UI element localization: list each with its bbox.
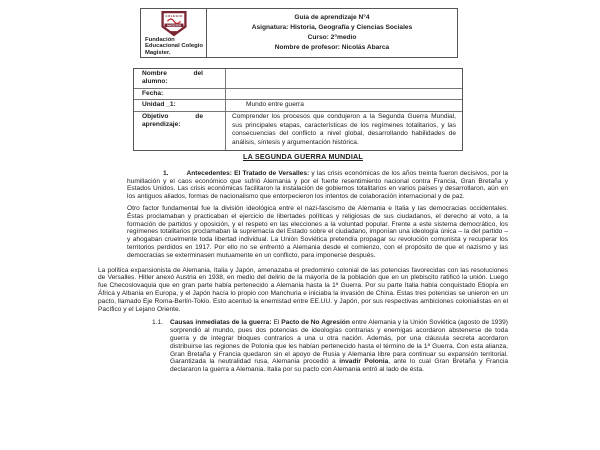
paragraph-antecedentes xyxy=(127,170,508,201)
date-label: Fecha: xyxy=(134,89,226,99)
course-line: Curso: 2°medio xyxy=(307,34,357,41)
student-name-label: Nombre del alumno: xyxy=(134,69,226,88)
list-number-1-1: 1.1. xyxy=(152,319,163,327)
objective-value: Comprender los procesos que condujeron a la Segunda Guerra Mundial, sus principales etapas, características de los regímenes totalitarios, y las consecuencias del conflicto a nivel global, desarrollando habilidades de análisis, síntesis y argumentación histórica. xyxy=(232,113,456,147)
logo-cell xyxy=(141,9,207,57)
document-title: LA SEGUNDA GUERRA MUNDIAL xyxy=(243,152,363,161)
table-row-objective xyxy=(134,111,462,150)
guide-title: Guía de aprendizaje N°4 xyxy=(294,14,370,21)
unit-value: Mundo entre guerra xyxy=(246,101,304,109)
table-row-student-name xyxy=(134,69,462,88)
table-row-date xyxy=(134,88,462,99)
student-info-table xyxy=(133,68,463,151)
svg-text:COLEGIO: COLEGIO xyxy=(165,14,183,19)
section-causas-inmediatas xyxy=(152,319,508,374)
student-name-field[interactable] xyxy=(226,69,462,88)
organization-name: Fundación Educacional Colegio Magister. xyxy=(145,37,203,56)
svg-text:MAGISTER: MAGISTER xyxy=(167,24,181,28)
objective-label: Objetivo de aprendizaje: xyxy=(134,112,226,150)
paragraph-politica-expansionista: La política expansionista de Alemania, Italia y Japón, amenazaba el predominio colonial de las potencias favorecidas con las resoluciones de Versalles. Hitler anexó Austria en 1938, en medio del delirio de la mayoría de la población que en un plebiscito ratificó la unión. Luego fue Checoslovaquia que en gran parte había pertenecido a Alemania hasta la 1ª Guerra. Por su parte Italia había conquistado Etiopía en África y Albania en Europa, y el Japón hacía lo propio con Manchuria e iniciaba la invasión de China. Estas tres potencias se unieron en un pacto, llamado Eje Roma-Berlín-Tokio. Esto acentuó la enemistad entre EE.UU. y Japón, por sus respectivas ambiciones colonialistas en el Pacífico y el Lejano Oriente. xyxy=(98,266,508,313)
unit-label: Unidad _1: xyxy=(134,100,226,111)
header-info-cell xyxy=(207,9,457,57)
paragraph-antecedentes-text: Antecedentes: El Tratado de Versalles: y las crisis económicas de los años treinta fueron decisivos, por la humillación y el caos económico que sufrió Alemania y por el fuerte resentimiento nacional contra Francia, Gran Bretaña y Estados Unidos. Las crisis económicas facilitaron la instalación de gobiernos totalitarios en varios países y desarrollaron, aún en los antiguos aliados, formas de nacionalismo que entorpecieron los intentos de colaboración internacional y de paz. xyxy=(127,169,508,201)
paragraph-division-ideologica: Otro factor fundamental fue la división ideológica entre el nazi-fascismo de Alemania e Italia y las democracias occidentales. Éstas proclamaban y practicaban el ejercicio de libertades políticas y religiosas de sus ciudadanos, el derecho al voto, a la formación de partidos y oposición, y el respeto en las elecciones a la voluntad popular. Frente a este sistema democrático, los regímenes totalitarios proclamaban la supremacía del Estado sobre el ciudadano, imponían una ideología única – la del partido – y ahogaban cruelmente toda libertad individual. La Unión Soviética pretendía propagar su revolución comunista y recuperar los territorios perdidos en 1917. Por ello no se enfrentó a Alemania desde el comienzo, con el propósito de que el nazismo y las democracias se exterminasen mutuamente en un conflicto, para imponerse después. xyxy=(127,204,508,259)
list-number-1: 1. xyxy=(163,169,169,177)
date-field[interactable] xyxy=(226,89,462,99)
teacher-line: Nombre de profesor: Nicolás Abarca xyxy=(274,44,390,51)
document-body xyxy=(98,153,508,374)
subject-line: Asignatura: Historia, Geografía y Ciencias Sociales xyxy=(251,24,413,31)
header-table xyxy=(140,8,458,58)
school-crest-icon xyxy=(157,11,191,36)
table-row-unit xyxy=(134,99,462,111)
section-causas-text: Causas inmediatas de la guerra: El Pacto de No Agresión entre Alemania y la Unión Soviética (agosto de 1939) sorprendió al mundo, pues dos potencias de ideologías contrarias y enemigas acordaron abstenerse de toda guerra y de integrar bloques contrarios a una u otra nación. Además, por una cláusula secreta acordaron distribuirse las regiones de Polonia que les habían pertenecido hasta el término de la 1ª Guerra. Con esta alianza, Gran Bretaña y Francia quedaron sin el apoyo de Rusia y Alemania libre para continuar su expansión territorial. Garantizada la neutralidad rusa, Alemania procedió a invadir Polonia, ante lo cual Gran Bretaña y Francia declararon la guerra a Alemania. Italia por su pacto con Alemania entró al lado de ésta. xyxy=(170,319,509,374)
